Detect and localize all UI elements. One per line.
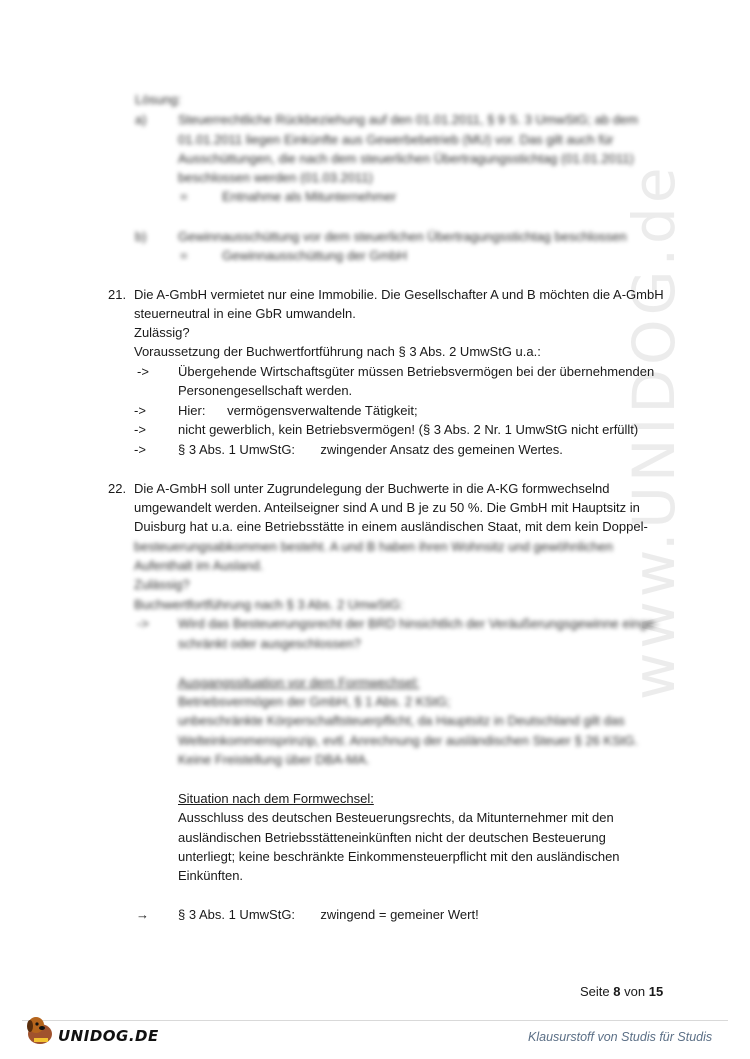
- q22-blurred-arrow: ->: [137, 616, 149, 631]
- q22-blurred-line-11: Keine Freistellung über DBA-MA.: [178, 752, 370, 767]
- q22-blurred-line-1: besteuerungsabkommen besteht. A und B haben ihren Wohnsitz und gewöhnlichen: [134, 539, 613, 554]
- q21-line-1: Die A-GmbH vermietet nur eine Immobilie. Die Gesellschafter A und B möchten die A-GmbH: [134, 287, 664, 302]
- blurred-a-line-1: Steuerrechtliche Rückbeziehung auf den 01.01.2011, § 9 S. 3 UmwStG; ab dem: [178, 112, 639, 127]
- q21-number: 21.: [108, 287, 127, 302]
- conclusion-arrow-icon: →: [136, 907, 149, 922]
- q21-item-2-text: Personengesellschaft werden.: [178, 383, 353, 398]
- q21-item-3-arrow: ->: [134, 403, 146, 418]
- watermark: www.UNIDOG.de: [620, 163, 688, 700]
- q22-blurred-line-2: Aufenthalt im Ausland.: [134, 558, 264, 573]
- blurred-b-arrow: =: [180, 248, 188, 263]
- blurred-b-line: Gewinnausschüttung vor dem steuerlichen Übertragungsstichtag beschlossen: [178, 229, 627, 244]
- dog-logo-icon: [22, 1012, 58, 1048]
- situation-line-2: ausländischen Betriebsstätteneinkünften nicht der deutschen Besteuerung: [178, 830, 606, 845]
- page-prefix: Seite: [580, 984, 610, 999]
- situation-line-3: unterliegt; keine beschränkte Einkommensteuerpflicht mit den ausländischen: [178, 849, 620, 864]
- q22-blurred-line-9: unbeschränkte Körperschaftsteuerpflicht, da Hauptsitz in Deutschland gilt das: [178, 713, 625, 728]
- q22-blurred-line-8: Betriebsvermögen der GmbH, § 1 Abs. 2 KStG;: [178, 694, 451, 709]
- conclusion-text: § 3 Abs. 1 UmwStG: zwingend = gemeiner Wert!: [178, 907, 479, 922]
- q21-line-4: Voraussetzung der Buchwertfortführung nach § 3 Abs. 2 UmwStG u.a.:: [134, 344, 541, 359]
- page-mid: von: [624, 984, 646, 999]
- q21-item-3-text: Hier: vermögensverwaltende Tätigkeit;: [178, 403, 418, 418]
- footer-divider: [22, 1020, 728, 1021]
- blurred-a-line-4: beschlossen werden (01.03.2011): [178, 170, 373, 185]
- q22-blurred-line-3: Zulässig?: [134, 577, 190, 592]
- blurred-a-line-3: Ausschüttungen, die nach dem steuerlichen Übertragungsstichtag (01.01.2011): [178, 151, 634, 166]
- q21-line-2: steuerneutral in eine GbR umwandeln.: [134, 306, 356, 321]
- q21-item-4-text: nicht gewerblich, kein Betriebsvermögen! (§ 3 Abs. 2 Nr. 1 UmwStG nicht erfüllt): [178, 422, 639, 437]
- q21-item-4-arrow: ->: [134, 422, 146, 437]
- blurred-marker-b: b): [135, 229, 147, 244]
- blurred-b-arrow-text: Gewinnausschüttung der GmbH: [222, 248, 407, 263]
- q22-blurred-line-10: Welteinkommensprinzip, evtl. Anrechnung der ausländischen Steuer § 26 KStG.: [178, 733, 639, 748]
- situation-line-4: Einkünften.: [178, 868, 244, 883]
- blurred-marker-a: a): [135, 112, 147, 127]
- q22-blurred-line-6: schränkt oder ausgeschlossen?: [178, 636, 361, 651]
- blurred-a-line-2: 01.01.2011 liegen Einkünfte aus Gewerbebetrieb (MU) vor. Das gilt auch für: [178, 132, 614, 147]
- q21-item-1-arrow: ->: [137, 364, 149, 379]
- footer-tagline: Klausurstoff von Studis für Studis: [528, 1030, 713, 1044]
- q22-blurred-heading: Ausgangssituation vor dem Formwechsel:: [178, 675, 420, 690]
- q22-line-2: umgewandelt werden. Anteilseigner sind A und B je zu 50 %. Die GmbH mit Hauptsitz in: [134, 500, 640, 515]
- situation-heading: Situation nach dem Formwechsel:: [178, 791, 374, 806]
- blurred-a-arrow-text: Entnahme als Mitunternehmer: [222, 189, 397, 204]
- q21-item-5-arrow: ->: [134, 442, 146, 457]
- q22-blurred-line-4: Buchwertfortführung nach § 3 Abs. 2 UmwStG:: [134, 597, 404, 612]
- q22-number: 22.: [108, 481, 127, 496]
- q21-item-1-text: Übergehende Wirtschaftsgüter müssen Betriebsvermögen bei der übernehmenden: [178, 364, 655, 379]
- situation-line-1: Ausschluss des deutschen Besteuerungsrechts, da Mitunternehmer mit den: [178, 810, 614, 825]
- q21-item-5-text: § 3 Abs. 1 UmwStG: zwingender Ansatz des gemeinen Wertes.: [178, 442, 563, 457]
- blurred-solution-label: Lösung:: [135, 92, 182, 107]
- page-total: 15: [648, 984, 664, 999]
- q22-blurred-line-5: Wird das Besteuerungsrecht der BRD hinsichtlich der Veräußerungsgewinne einge-: [178, 616, 659, 631]
- page-number: [580, 982, 663, 1001]
- q22-line-3: Duisburg hat u.a. eine Betriebsstätte in einem ausländischen Staat, mit dem kein Doppel-: [134, 519, 648, 534]
- blurred-a-arrow: =: [180, 189, 188, 204]
- page-current: 8: [613, 984, 621, 999]
- q22-line-1: Die A-GmbH soll unter Zugrundelegung der Buchwerte in die A-KG formwechselnd: [134, 481, 610, 496]
- logo-text: UNIDOG.DE: [58, 1027, 159, 1045]
- q21-line-3: Zulässig?: [134, 325, 190, 340]
